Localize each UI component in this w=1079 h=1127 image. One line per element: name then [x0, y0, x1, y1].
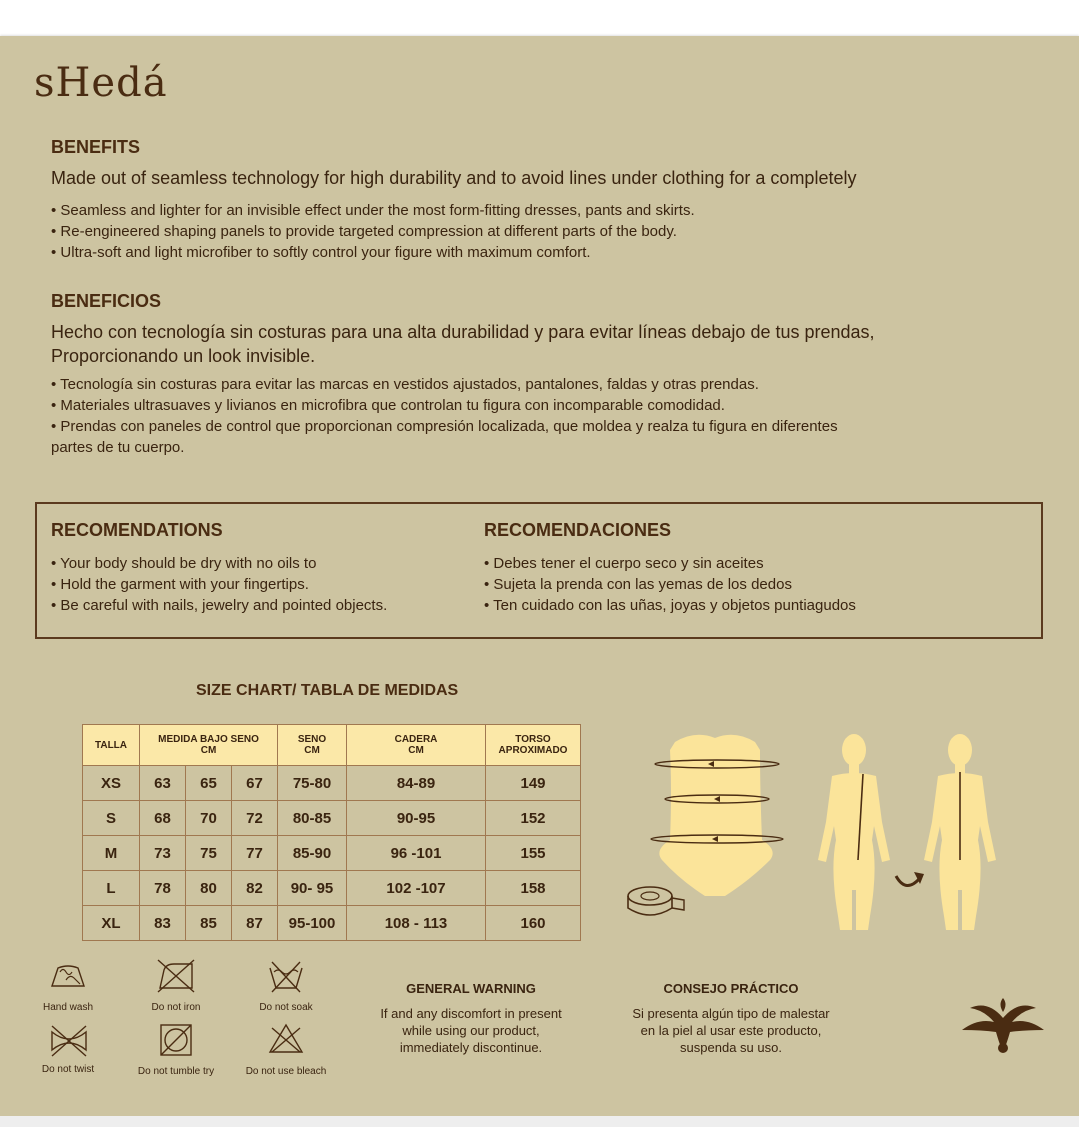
header-bajo-seno-text: MEDIDA BAJO SENO [158, 734, 259, 745]
beneficios-bullet-3: • Prendas con paneles de control que proporcionan compresión localizada, que moldea y realza tu figura en diferentes [51, 418, 838, 435]
header-talla-text: TALLA [94, 739, 128, 751]
benefits-bullet-1: • Seamless and lighter for an invisible effect under the most form-fitting dresses, pants and skirts. [51, 202, 695, 219]
cell-seno: 85-90 [278, 836, 347, 871]
cell-cadera: 102 -107 [347, 871, 486, 906]
cell-cadera: 84-89 [347, 766, 486, 801]
header-cadera [347, 725, 486, 766]
general-warning-line-3: immediately discontinue. [399, 1040, 543, 1055]
benefits-lead: Made out of seamless technology for high durability and to avoid lines under clothing for a completely [51, 168, 857, 188]
care-label-no-soak: Do not soak [259, 1002, 313, 1013]
cell-cadera: 96 -101 [347, 836, 486, 871]
cell-bajo-seno: 63 [140, 766, 186, 801]
cell-bajo-seno: 75 [186, 836, 232, 871]
no-iron-icon [156, 958, 196, 994]
table-row [83, 871, 581, 906]
care-label-no-tumble: Do not tumble try [137, 1066, 215, 1077]
beneficios-lead-2: Proporcionando un look invisible. [51, 346, 316, 366]
rec-en-bullet-1: • Your body should be dry with no oils to [51, 555, 317, 572]
cell-seno: 80-85 [278, 801, 347, 836]
cell-bajo-seno: 87 [232, 906, 278, 941]
header-cadera-text: CADERA [394, 734, 438, 745]
cell-bajo-seno: 72 [232, 801, 278, 836]
cell-size: XS [83, 766, 140, 801]
rec-es-bullet-2: • Sujeta la prenda con las yemas de los dedos [484, 576, 792, 593]
no-twist-icon [48, 1024, 90, 1058]
cell-torso: 152 [486, 801, 581, 836]
general-warning-title: GENERAL WARNING [406, 981, 536, 996]
cell-cadera: 90-95 [347, 801, 486, 836]
header-seno-text: SENO [297, 734, 327, 745]
product-info-card [0, 36, 1079, 1116]
back-figure-icon [924, 734, 996, 930]
benefits-bullet-2: • Re-engineered shaping panels to provide targeted compression at different parts of the body. [51, 223, 677, 240]
care-label-no-twist: Do not twist [41, 1064, 95, 1075]
beneficios-bullet-1: • Tecnología sin costuras para evitar las marcas en vestidos ajustados, pantalones, faldas y otras prendas. [51, 376, 759, 393]
table-row [83, 801, 581, 836]
header-torso [486, 725, 581, 766]
cell-seno: 90- 95 [278, 871, 347, 906]
cell-bajo-seno: 68 [140, 801, 186, 836]
cell-bajo-seno: 65 [186, 766, 232, 801]
cell-bajo-seno: 85 [186, 906, 232, 941]
bodysuit-icon [651, 735, 783, 896]
size-chart-title: SIZE CHART/ TABLA DE MEDIDAS [196, 682, 459, 699]
cell-bajo-seno: 73 [140, 836, 186, 871]
header-seno [278, 725, 347, 766]
cell-seno: 95-100 [278, 906, 347, 941]
care-label-hand-wash: Hand wash [42, 1002, 94, 1013]
general-warning-line-1: If and any discomfort in present [380, 1006, 562, 1021]
benefits-title: BENEFITS [51, 137, 141, 157]
size-table [82, 724, 581, 941]
brand-logo: sHedá [34, 60, 168, 106]
cell-bajo-seno: 77 [232, 836, 278, 871]
table-row [83, 766, 581, 801]
cell-cadera: 108 - 113 [347, 906, 486, 941]
recommendations-en-title: RECOMENDATIONS [51, 520, 223, 540]
cell-torso: 149 [486, 766, 581, 801]
header-cadera-unit: CM [408, 745, 424, 756]
care-label-no-iron: Do not iron [151, 1002, 201, 1013]
cell-bajo-seno: 70 [186, 801, 232, 836]
hand-wash-icon [48, 958, 88, 998]
rec-en-bullet-2: • Hold the garment with your fingertips. [51, 576, 309, 593]
benefits-bullet-3: • Ultra-soft and light microfiber to softly control your figure with maximum comfort. [51, 244, 591, 261]
measurement-illustration [620, 690, 1040, 930]
beneficios-lead-1: Hecho con tecnología sin costuras para una alta durabilidad y para evitar líneas debajo de tus prendas, [51, 322, 875, 342]
rec-en-bullet-3: • Be careful with nails, jewelry and pointed objects. [51, 597, 388, 614]
no-soak-icon [266, 958, 306, 994]
front-figure-icon [818, 734, 890, 930]
rec-es-bullet-1: • Debes tener el cuerpo seco y sin aceites [484, 555, 764, 572]
cell-bajo-seno: 83 [140, 906, 186, 941]
top-bar [0, 0, 1079, 36]
bottom-bar [0, 1116, 1079, 1127]
header-bajo-seno [140, 725, 278, 766]
consejo-practico-title: CONSEJO PRÁCTICO [663, 981, 799, 996]
care-label-no-bleach: Do not use bleach [245, 1066, 327, 1077]
header-talla [83, 725, 140, 766]
rotate-arrow-icon [896, 872, 924, 886]
header-bajo-seno-unit: CM [200, 745, 217, 756]
consejo-line-2: en la piel al usar este producto, [640, 1023, 822, 1038]
header-torso-unit: APROXIMADO [498, 745, 568, 756]
no-bleach-icon [268, 1022, 304, 1056]
table-row [83, 906, 581, 941]
cell-size: L [83, 871, 140, 906]
brand-emblem-icon [958, 998, 1048, 1056]
consejo-line-3: suspenda su uso. [680, 1040, 782, 1055]
cell-size: M [83, 836, 140, 871]
general-warning-line-2: while using our product, [402, 1023, 540, 1038]
cell-torso: 158 [486, 871, 581, 906]
beneficios-bullet-3-cont: partes de tu cuerpo. [51, 439, 185, 456]
rec-es-bullet-3: • Ten cuidado con las uñas, joyas y objetos puntiagudos [484, 597, 856, 614]
cell-size: S [83, 801, 140, 836]
cell-bajo-seno: 80 [186, 871, 232, 906]
table-row [83, 836, 581, 871]
size-table-header-row [83, 725, 581, 766]
header-seno-unit: CM [304, 745, 320, 756]
cell-torso: 155 [486, 836, 581, 871]
consejo-line-1: Si presenta algún tipo de malestar [632, 1006, 830, 1021]
beneficios-title: BENEFICIOS [51, 291, 162, 311]
cell-bajo-seno: 82 [232, 871, 278, 906]
cell-seno: 75-80 [278, 766, 347, 801]
beneficios-bullet-2: • Materiales ultrasuaves y livianos en microfibra que controlan tu figura con incomparable comodidad. [51, 397, 725, 414]
cell-bajo-seno: 67 [232, 766, 278, 801]
header-torso-text: TORSO [515, 734, 551, 745]
cell-bajo-seno: 78 [140, 871, 186, 906]
recommendations-es-title: RECOMENDACIONES [484, 520, 672, 540]
cell-torso: 160 [486, 906, 581, 941]
cell-size: XL [83, 906, 140, 941]
tape-measure-icon [628, 887, 684, 915]
no-tumble-dry-icon [158, 1022, 194, 1058]
